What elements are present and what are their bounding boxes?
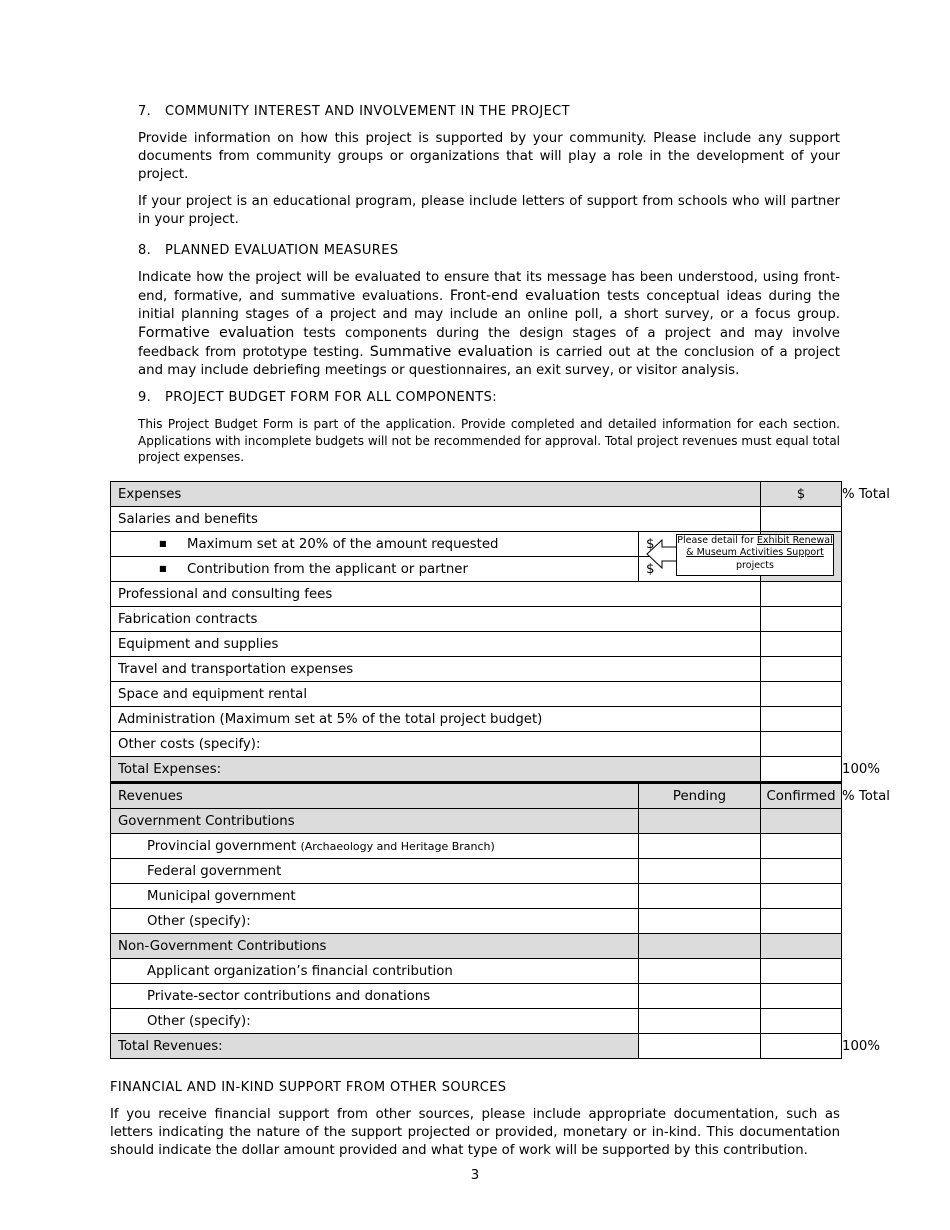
section-number: 9.: [138, 390, 152, 405]
pending-cell[interactable]: [639, 909, 761, 934]
pending-cell[interactable]: [639, 984, 761, 1009]
amount-cell[interactable]: [761, 657, 842, 682]
section-7-heading: [138, 104, 570, 119]
municipal-label: Municipal government: [111, 884, 639, 909]
confirmed-cell[interactable]: [761, 1009, 842, 1034]
revenues-header: Revenues: [111, 783, 639, 809]
contribution-amount-cell[interactable]: $: [639, 557, 761, 582]
total-expenses-row: Total Expenses: 100%: [111, 757, 842, 783]
table-row: [111, 707, 842, 732]
bullet-icon: ■: [159, 564, 167, 573]
section-8-paragraph: [138, 269, 840, 380]
confirmed-cell[interactable]: [761, 859, 842, 884]
amount-cell[interactable]: [761, 707, 842, 732]
term-front-end: Front-end evaluation: [449, 288, 601, 304]
table-row: [111, 834, 842, 859]
total-expenses-label: Total Expenses:: [111, 757, 761, 783]
callout-prefix: Please detail for: [677, 535, 754, 546]
administration-label: Administration (Maximum set at 5% of the total project budget): [111, 707, 761, 732]
contribution-label: [111, 557, 639, 582]
contribution-text: Contribution from the applicant or partner: [187, 561, 468, 577]
callout-box: [676, 534, 834, 576]
revenues-header-row: Revenues Pending Confirmed % Total: [111, 783, 842, 809]
table-row: [111, 607, 842, 632]
federal-label: Federal government: [111, 859, 639, 884]
private-sector-label: Private-sector contributions and donations: [111, 984, 639, 1009]
provincial-text: Provincial government: [147, 838, 297, 854]
gov-other-label: Other (specify):: [111, 909, 639, 934]
table-row: [111, 632, 842, 657]
callout-note: [646, 534, 834, 576]
section-9-heading: [138, 390, 497, 405]
table-row: [111, 884, 842, 909]
section-8-heading: [138, 243, 399, 258]
eval-text-2: tests components during the design stages of a project and may involve feedback from prototype testing.: [138, 326, 840, 360]
expenses-header-row: Expenses $ % Total: [111, 482, 842, 507]
travel-label: Travel and transportation expenses: [111, 657, 761, 682]
bullet-icon: ■: [159, 539, 167, 548]
space-rental-label: Space and equipment rental: [111, 682, 761, 707]
eval-intro: Indicate how the project will be evaluated to ensure that its message has been understood, using front-end, formative, and summative evaluations.: [138, 270, 840, 304]
salaries-amount-cell[interactable]: [761, 507, 842, 532]
provincial-note: (Archaeology and Heritage Branch): [300, 839, 495, 853]
table-row: [111, 1009, 842, 1034]
provincial-label: [111, 834, 639, 859]
total-pending-cell[interactable]: [639, 1034, 761, 1059]
confirmed-cell[interactable]: [761, 959, 842, 984]
amount-cell[interactable]: [761, 582, 842, 607]
confirmed-cell[interactable]: [761, 984, 842, 1009]
max-requested-amount-cell[interactable]: $: [639, 532, 761, 557]
applicant-contribution-label: Applicant organization’s financial contribution: [111, 959, 639, 984]
nongov-other-label: Other (specify):: [111, 1009, 639, 1034]
confirmed-cell[interactable]: [761, 884, 842, 909]
eval-text-1: tests conceptual ideas during the initial planning stages of a project and may include an online poll, a short survey, or a focus group.: [138, 289, 840, 322]
total-revenues-label: Total Revenues:: [111, 1034, 639, 1059]
gov-contributions-row: [111, 809, 842, 834]
table-row: [111, 682, 842, 707]
term-summative: Summative evaluation: [369, 344, 533, 360]
nongov-contributions-label: Non-Government Contributions: [111, 934, 639, 959]
table-row: [111, 859, 842, 884]
gov-contributions-label: Government Contributions: [111, 809, 639, 834]
max-requested-text: Maximum set at 20% of the amount requested: [187, 536, 499, 552]
confirmed-cell[interactable]: [761, 909, 842, 934]
amount-cell[interactable]: [761, 682, 842, 707]
total-revenues-row: Total Revenues: 100%: [111, 1034, 842, 1059]
table-row: [111, 909, 842, 934]
financial-support-paragraph: If you receive financial support from other sources, please include appropriate documentation, such as letters indicating the nature of the support projected or provided, monetary or in-kind. This documentation should indicate the dollar amount provided and what type of work will be supported by this contribution.: [110, 1107, 840, 1158]
max-requested-label: [111, 532, 639, 557]
other-costs-label: Other costs (specify):: [111, 732, 761, 757]
amount-cell[interactable]: [761, 732, 842, 757]
fabrication-label: Fabrication contracts: [111, 607, 761, 632]
table-row: [111, 732, 842, 757]
amount-cell[interactable]: [761, 607, 842, 632]
section-number: 7.: [138, 104, 152, 119]
section-title: PLANNED EVALUATION MEASURES: [165, 243, 399, 258]
equipment-label: Equipment and supplies: [111, 632, 761, 657]
term-formative: Formative evaluation: [138, 325, 295, 341]
table-row: [111, 984, 842, 1009]
pending-cell[interactable]: [639, 1009, 761, 1034]
pending-cell[interactable]: [639, 884, 761, 909]
section-7-paragraph-1: Provide information on how this project is supported by your community. Please include any support documents from community groups or organizations that will play a role in the development of your project.: [138, 131, 840, 182]
pending-cell[interactable]: [639, 959, 761, 984]
section-7-paragraph-2: If your project is an educational program, please include letters of support from schools who will partner in your project.: [138, 194, 840, 227]
section-title: COMMUNITY INTEREST AND INVOLVEMENT IN THE PROJECT: [165, 104, 571, 119]
confirmed-header: Confirmed: [761, 783, 842, 809]
section-9-paragraph: This Project Budget Form is part of the application. Provide completed and detailed information for each section. Applications with incomplete budgets will not be recommended for approval. Total project revenues must equal total project expenses.: [138, 417, 840, 464]
pending-cell[interactable]: [639, 834, 761, 859]
section-number: 8.: [138, 243, 152, 258]
dollar-header: $: [761, 482, 842, 507]
shaded-cell: [639, 934, 761, 959]
shaded-cell: [639, 809, 761, 834]
pending-header: Pending: [639, 783, 761, 809]
financial-support-heading: FINANCIAL AND IN-KIND SUPPORT FROM OTHER SOURCES: [110, 1080, 507, 1095]
table-row: [111, 507, 842, 532]
page-number: 3: [470, 1168, 480, 1183]
shaded-cell: [761, 809, 842, 834]
nongov-contributions-row: [111, 934, 842, 959]
expenses-header: Expenses: [111, 482, 761, 507]
table-row: [111, 959, 842, 984]
left-arrow-icon: [646, 539, 680, 569]
callout-suffix: projects: [736, 559, 774, 571]
total-confirmed-cell[interactable]: [761, 1034, 842, 1059]
pending-cell[interactable]: [639, 859, 761, 884]
shaded-cell: [761, 934, 842, 959]
confirmed-cell[interactable]: [761, 834, 842, 859]
professional-fees-label: Professional and consulting fees: [111, 582, 761, 607]
callout-link: Exhibit Renewal & Museum Activities Support: [686, 535, 833, 559]
section-title: PROJECT BUDGET FORM FOR ALL COMPONENTS:: [165, 390, 498, 405]
amount-cell[interactable]: [761, 632, 842, 657]
table-row: [111, 657, 842, 682]
eval-text-3: is carried out at the conclusion of a project and may include debriefing meetings or questionnaires, an exit survey, or visitor analysis.: [138, 345, 840, 378]
total-expenses-amount-cell[interactable]: [761, 757, 842, 783]
salaries-label: Salaries and benefits: [111, 507, 761, 532]
table-row: [111, 582, 842, 607]
